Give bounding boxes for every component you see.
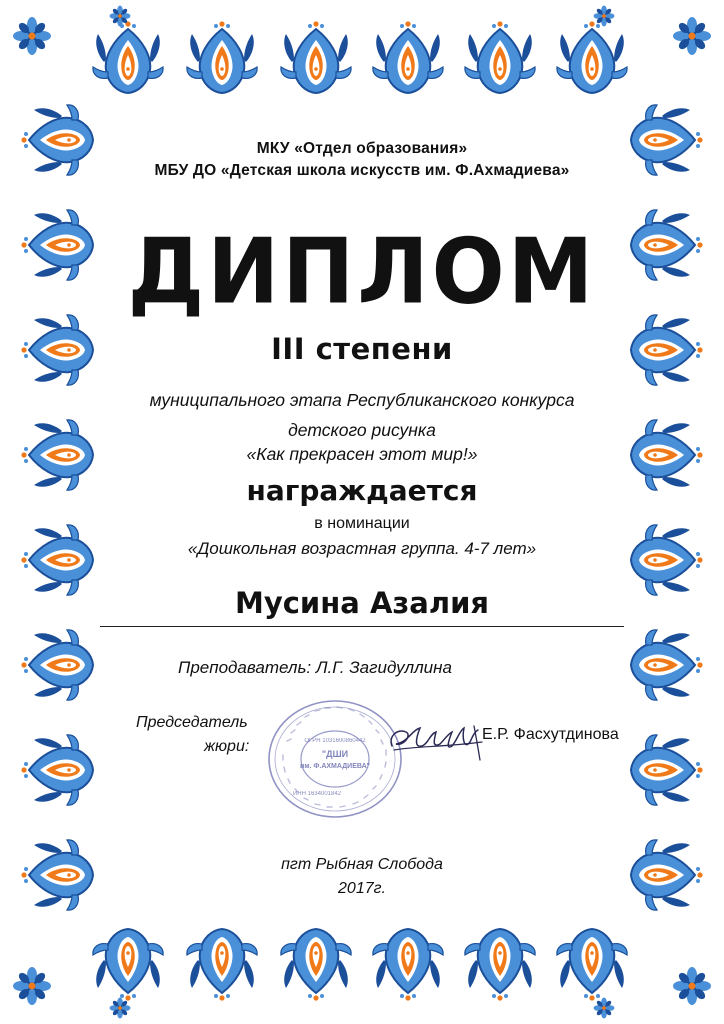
jury-chair-label-line-2: жюри: [204,738,250,755]
teacher-line: Преподаватель: Л.Г. Загидуллина [178,658,452,677]
awarded-heading: награждается [246,474,478,507]
stamp-center-line-1: "ДШИ [321,749,349,759]
contest-line-3: «Как прекрасен этот мир!» [246,444,478,464]
contest-line-2: детского рисунка [288,420,436,440]
stamp-center-line-2: им. Ф.АХМАДИЕВА" [300,763,370,770]
recipient-underline [100,626,624,627]
nomination-name: «Дошкольная возрастная группа. 4-7 лет» [187,539,537,558]
recipient-name: Мусина Азалия [234,586,490,620]
organization-line-1: МКУ «Отдел образования» [256,140,468,157]
jury-chair-name: Е.Р. Фасхутдинова [482,726,619,743]
jury-chair-label-line-1: Председатель [136,714,248,731]
official-stamp [265,697,405,821]
nomination-label: в номинации [314,515,410,532]
footer-place: пгт Рыбная Слобода [281,856,443,873]
footer-year: 2017г. [338,880,386,897]
contest-line-1: муниципального этапа Республиканского конкурса [149,390,575,410]
organization-line-2: МБУ ДО «Детская школа искусств им. Ф.Ахмадиева» [154,162,570,179]
diploma-title: ДИПЛОМ [127,219,597,325]
signature [386,716,486,762]
stamp-ogrn: ОГРН 1031600860442 [304,738,366,744]
diploma-degree: III степени [271,332,453,366]
stamp-inn: ИНН 1634001842 [292,791,342,797]
